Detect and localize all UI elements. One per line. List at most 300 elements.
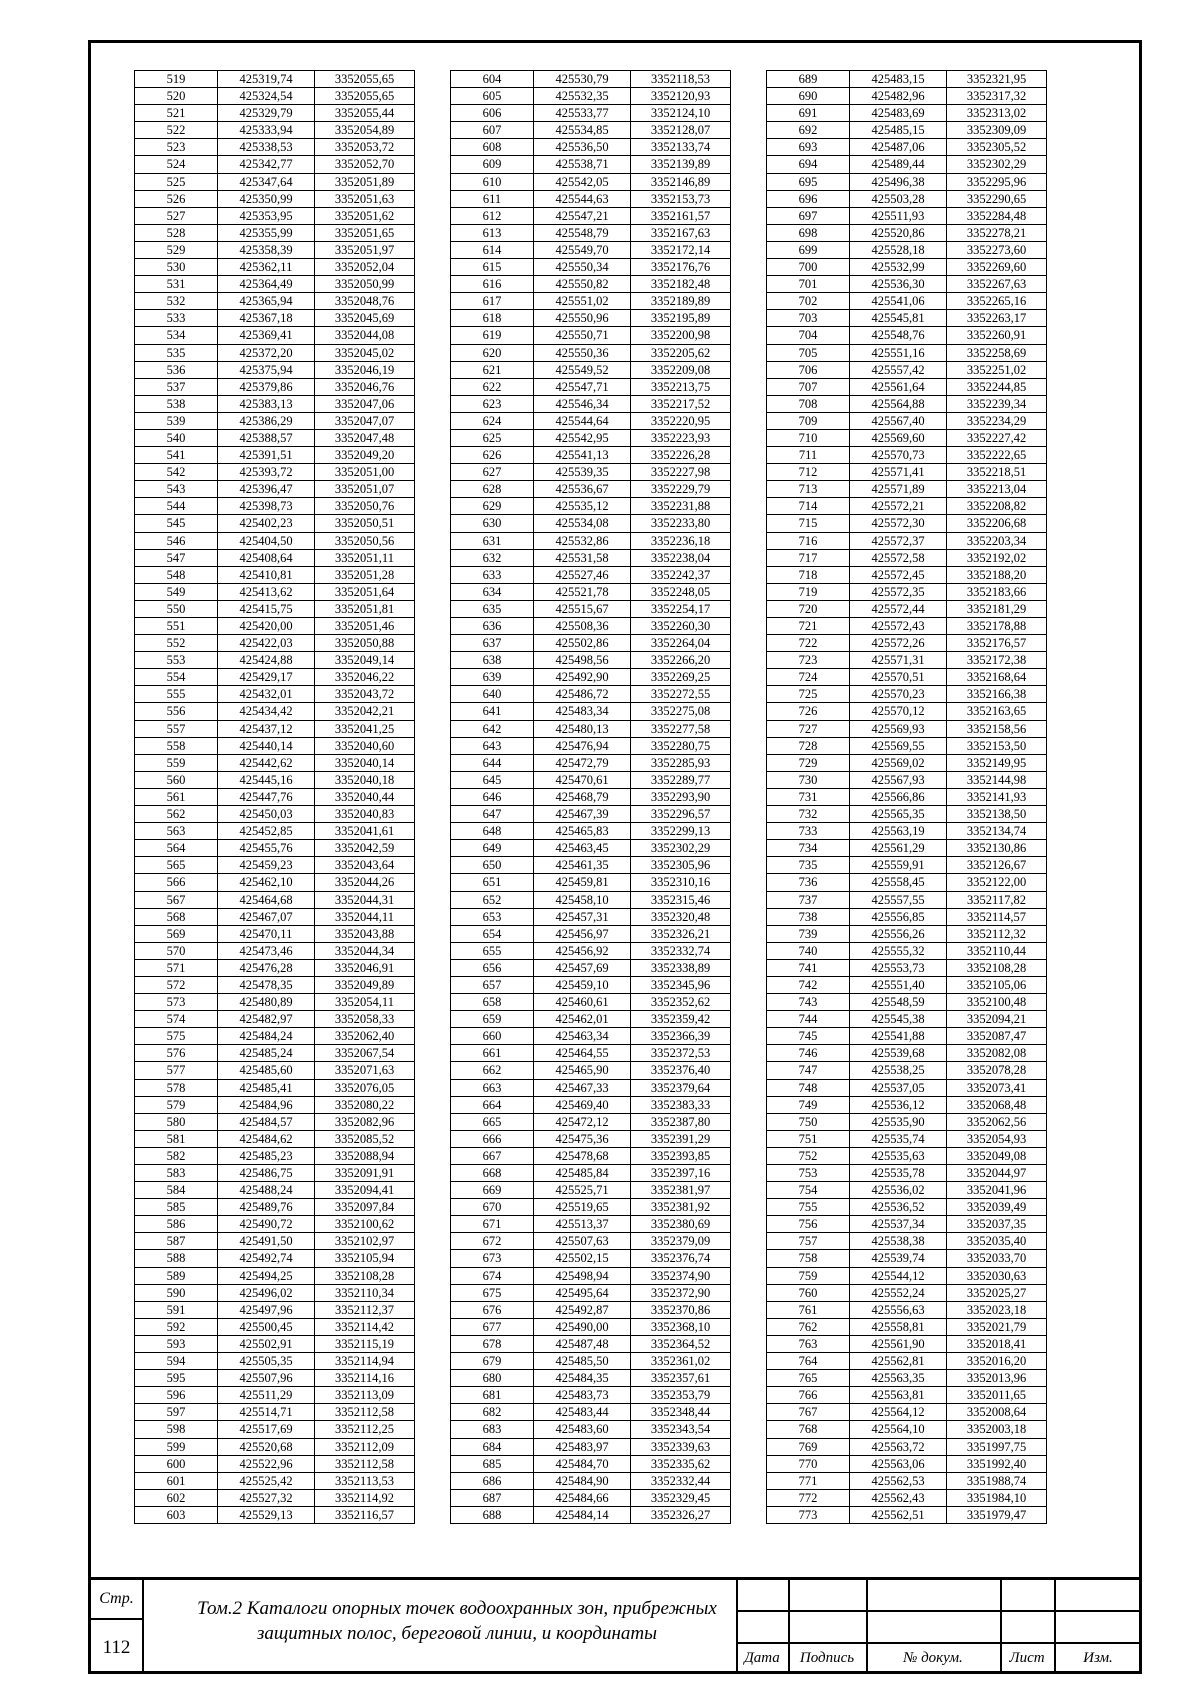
point-number: 566	[135, 874, 218, 891]
table-row	[135, 293, 415, 310]
table-row	[135, 566, 415, 583]
coord-x: 425484,24	[218, 1028, 315, 1045]
table-row	[767, 1011, 1047, 1028]
coord-x: 425464,68	[218, 891, 315, 908]
table-row	[135, 1250, 415, 1267]
coord-x: 425570,73	[850, 447, 947, 464]
coord-x: 425469,40	[534, 1096, 631, 1113]
coord-y: 3352046,91	[315, 959, 415, 976]
coord-y: 3352374,90	[631, 1267, 731, 1284]
table-row	[451, 1199, 731, 1216]
table-row	[135, 823, 415, 840]
coord-x: 425379,86	[218, 378, 315, 395]
point-number: 546	[135, 532, 218, 549]
point-number: 564	[135, 840, 218, 857]
coord-x: 425562,53	[850, 1472, 947, 1489]
coord-y: 3352040,18	[315, 771, 415, 788]
coord-y: 3352118,53	[631, 71, 731, 88]
table-row	[767, 207, 1047, 224]
coord-x: 425551,02	[534, 293, 631, 310]
coord-y: 3352080,22	[315, 1096, 415, 1113]
table-row	[451, 720, 731, 737]
coord-x: 425480,89	[218, 994, 315, 1011]
coord-x: 425569,55	[850, 737, 947, 754]
point-number: 773	[767, 1506, 850, 1523]
table-row	[767, 1335, 1047, 1352]
coord-y: 3352068,48	[947, 1096, 1047, 1113]
table-row	[135, 447, 415, 464]
coord-y: 3352248,05	[631, 583, 731, 600]
coord-x: 425492,90	[534, 669, 631, 686]
table-row	[135, 1506, 415, 1523]
point-number: 545	[135, 515, 218, 532]
coord-x: 425520,68	[218, 1438, 315, 1455]
coord-x: 425484,14	[534, 1506, 631, 1523]
coord-x: 425483,60	[534, 1421, 631, 1438]
point-number: 755	[767, 1199, 850, 1216]
point-number: 630	[451, 515, 534, 532]
coord-x: 425458,10	[534, 891, 631, 908]
coord-x: 425539,68	[850, 1045, 947, 1062]
coord-y: 3352335,62	[631, 1455, 731, 1472]
coord-y: 3352189,89	[631, 293, 731, 310]
coord-y: 3351984,10	[947, 1489, 1047, 1506]
coord-x: 425485,50	[534, 1353, 631, 1370]
coord-x: 425484,90	[534, 1472, 631, 1489]
coord-y: 3352112,58	[315, 1404, 415, 1421]
coord-y: 3352067,54	[315, 1045, 415, 1062]
table-row	[767, 395, 1047, 412]
point-number: 686	[451, 1472, 534, 1489]
table-row	[135, 1130, 415, 1147]
coord-y: 3352339,63	[631, 1438, 731, 1455]
coord-y: 3352188,20	[947, 566, 1047, 583]
coord-x: 425463,34	[534, 1028, 631, 1045]
coord-y: 3352047,06	[315, 395, 415, 412]
point-number: 689	[767, 71, 850, 88]
table-row	[135, 515, 415, 532]
table-row	[135, 1387, 415, 1404]
table-row	[767, 652, 1047, 669]
point-number: 668	[451, 1165, 534, 1182]
point-number: 770	[767, 1455, 850, 1472]
point-number: 622	[451, 378, 534, 395]
table-row	[767, 1045, 1047, 1062]
coord-x: 425566,86	[850, 788, 947, 805]
table-row	[767, 1182, 1047, 1199]
point-number: 628	[451, 481, 534, 498]
coord-x: 425542,95	[534, 429, 631, 446]
table-row	[451, 224, 731, 241]
coord-y: 3352076,05	[315, 1079, 415, 1096]
coord-x: 425489,76	[218, 1199, 315, 1216]
coord-y: 3352372,53	[631, 1045, 731, 1062]
point-number: 550	[135, 600, 218, 617]
table-row	[135, 959, 415, 976]
coord-x: 425559,91	[850, 857, 947, 874]
table-row	[135, 891, 415, 908]
point-number: 559	[135, 754, 218, 771]
point-number: 719	[767, 583, 850, 600]
point-number: 698	[767, 224, 850, 241]
coord-y: 3352114,16	[315, 1370, 415, 1387]
coord-y: 3352128,07	[631, 122, 731, 139]
coord-y: 3352062,56	[947, 1113, 1047, 1130]
point-number: 764	[767, 1353, 850, 1370]
table-row	[135, 139, 415, 156]
coord-x: 425420,00	[218, 618, 315, 635]
coord-y: 3352100,62	[315, 1216, 415, 1233]
coord-x: 425519,65	[534, 1199, 631, 1216]
point-number: 659	[451, 1011, 534, 1028]
table-row	[451, 652, 731, 669]
coord-x: 425544,64	[534, 412, 631, 429]
point-number: 649	[451, 840, 534, 857]
coord-x: 425369,41	[218, 327, 315, 344]
coord-x: 425459,81	[534, 874, 631, 891]
table-row	[767, 874, 1047, 891]
coord-x: 425570,12	[850, 703, 947, 720]
point-number: 757	[767, 1233, 850, 1250]
table-row	[135, 1421, 415, 1438]
coord-x: 425530,79	[534, 71, 631, 88]
coord-y: 3351979,47	[947, 1506, 1047, 1523]
coord-y: 3352050,76	[315, 498, 415, 515]
coord-x: 425457,31	[534, 908, 631, 925]
coord-y: 3352357,61	[631, 1370, 731, 1387]
coord-x: 425473,46	[218, 942, 315, 959]
coord-x: 425440,14	[218, 737, 315, 754]
table-row	[451, 190, 731, 207]
coord-x: 425556,63	[850, 1301, 947, 1318]
point-number: 646	[451, 788, 534, 805]
table-row	[451, 1045, 731, 1062]
point-number: 533	[135, 310, 218, 327]
coord-x: 425468,79	[534, 788, 631, 805]
coord-y: 3352008,64	[947, 1404, 1047, 1421]
table-row	[135, 1455, 415, 1472]
table-row	[135, 1318, 415, 1335]
table-row	[451, 71, 731, 88]
table-row	[135, 737, 415, 754]
coord-y: 3352045,69	[315, 310, 415, 327]
point-number: 612	[451, 207, 534, 224]
table-row	[451, 259, 731, 276]
table-row	[767, 464, 1047, 481]
coord-y: 3352049,14	[315, 652, 415, 669]
coord-y: 3352217,52	[631, 395, 731, 412]
coord-y: 3351992,40	[947, 1455, 1047, 1472]
coord-y: 3352113,09	[315, 1387, 415, 1404]
coord-y: 3352295,96	[947, 173, 1047, 190]
coord-x: 425548,76	[850, 327, 947, 344]
point-number: 643	[451, 737, 534, 754]
coord-x: 425520,86	[850, 224, 947, 241]
point-number: 639	[451, 669, 534, 686]
table-row	[767, 737, 1047, 754]
point-number: 637	[451, 635, 534, 652]
table-row	[135, 600, 415, 617]
point-number: 636	[451, 618, 534, 635]
table-row	[451, 327, 731, 344]
coord-x: 425556,85	[850, 908, 947, 925]
table-row	[135, 1113, 415, 1130]
point-number: 583	[135, 1165, 218, 1182]
coord-y: 3352141,93	[947, 788, 1047, 805]
coord-y: 3352361,02	[631, 1353, 731, 1370]
table-row	[767, 1113, 1047, 1130]
point-number: 697	[767, 207, 850, 224]
coord-x: 425551,16	[850, 344, 947, 361]
coord-y: 3352239,34	[947, 395, 1047, 412]
coord-y: 3352091,91	[315, 1165, 415, 1182]
coord-x: 425467,39	[534, 806, 631, 823]
coord-x: 425483,15	[850, 71, 947, 88]
coord-y: 3352050,56	[315, 532, 415, 549]
table-row	[451, 1113, 731, 1130]
coord-x: 425484,96	[218, 1096, 315, 1113]
coord-y: 3352040,60	[315, 737, 415, 754]
point-number: 596	[135, 1387, 218, 1404]
coord-y: 3352055,44	[315, 105, 415, 122]
coord-x: 425485,60	[218, 1062, 315, 1079]
coord-y: 3352296,57	[631, 806, 731, 823]
table-row	[135, 583, 415, 600]
point-number: 736	[767, 874, 850, 891]
coord-y: 3352273,60	[947, 241, 1047, 258]
point-number: 602	[135, 1489, 218, 1506]
coord-y: 3352146,89	[631, 173, 731, 190]
point-number: 754	[767, 1182, 850, 1199]
table-row	[767, 310, 1047, 327]
coord-x: 425572,44	[850, 600, 947, 617]
coord-x: 425536,67	[534, 481, 631, 498]
point-number: 568	[135, 908, 218, 925]
title-line-1: Том.2 Каталоги опорных точек водоохранных зон, прибрежных	[197, 1598, 717, 1619]
point-number: 539	[135, 412, 218, 429]
point-number: 725	[767, 686, 850, 703]
table-row	[135, 857, 415, 874]
point-number: 589	[135, 1267, 218, 1284]
point-number: 672	[451, 1233, 534, 1250]
point-number: 708	[767, 395, 850, 412]
point-number: 610	[451, 173, 534, 190]
coord-x: 425535,90	[850, 1113, 947, 1130]
point-number: 663	[451, 1079, 534, 1096]
table-row	[451, 515, 731, 532]
point-number: 548	[135, 566, 218, 583]
coord-y: 3352047,48	[315, 429, 415, 446]
point-number: 740	[767, 942, 850, 959]
coord-y: 3352108,28	[947, 959, 1047, 976]
table-row	[135, 1079, 415, 1096]
coord-y: 3352133,74	[631, 139, 731, 156]
coord-y: 3352176,57	[947, 635, 1047, 652]
coord-x: 425489,44	[850, 156, 947, 173]
table-row	[451, 1267, 731, 1284]
point-number: 599	[135, 1438, 218, 1455]
coord-x: 425388,57	[218, 429, 315, 446]
coord-x: 425538,71	[534, 156, 631, 173]
point-number: 759	[767, 1267, 850, 1284]
coord-y: 3352158,56	[947, 720, 1047, 737]
coord-y: 3352278,21	[947, 224, 1047, 241]
coord-y: 3352195,89	[631, 310, 731, 327]
point-number: 741	[767, 959, 850, 976]
coord-x: 425333,94	[218, 122, 315, 139]
coord-y: 3352042,21	[315, 703, 415, 720]
point-number: 563	[135, 823, 218, 840]
coord-y: 3352126,67	[947, 857, 1047, 874]
table-row	[451, 703, 731, 720]
coord-y: 3352003,18	[947, 1421, 1047, 1438]
coord-y: 3352315,46	[631, 891, 731, 908]
coord-y: 3352200,98	[631, 327, 731, 344]
coord-x: 425561,90	[850, 1335, 947, 1352]
table-row	[767, 1421, 1047, 1438]
coord-y: 3352035,40	[947, 1233, 1047, 1250]
point-number: 724	[767, 669, 850, 686]
coord-y: 3352078,28	[947, 1062, 1047, 1079]
coord-y: 3352309,09	[947, 122, 1047, 139]
coord-x: 425434,42	[218, 703, 315, 720]
coord-y: 3352042,59	[315, 840, 415, 857]
coord-x: 425563,81	[850, 1387, 947, 1404]
table-row	[135, 874, 415, 891]
table-row	[451, 976, 731, 993]
coord-x: 425570,51	[850, 669, 947, 686]
coord-x: 425547,71	[534, 378, 631, 395]
table-row	[135, 1284, 415, 1301]
point-number: 694	[767, 156, 850, 173]
table-row	[767, 686, 1047, 703]
coord-x: 425572,30	[850, 515, 947, 532]
coord-y: 3352258,69	[947, 344, 1047, 361]
coord-x: 425470,11	[218, 925, 315, 942]
point-number: 613	[451, 224, 534, 241]
table-row	[767, 429, 1047, 446]
coord-y: 3352343,54	[631, 1421, 731, 1438]
point-number: 762	[767, 1318, 850, 1335]
table-row	[767, 361, 1047, 378]
point-number: 715	[767, 515, 850, 532]
coord-x: 425484,62	[218, 1130, 315, 1147]
point-number: 573	[135, 994, 218, 1011]
coord-y: 3352383,33	[631, 1096, 731, 1113]
coord-x: 425538,25	[850, 1062, 947, 1079]
point-number: 707	[767, 378, 850, 395]
coord-y: 3352264,04	[631, 635, 731, 652]
coord-y: 3352183,66	[947, 583, 1047, 600]
point-number: 737	[767, 891, 850, 908]
coord-y: 3352178,88	[947, 618, 1047, 635]
point-number: 709	[767, 412, 850, 429]
table-row	[451, 1216, 731, 1233]
point-number: 771	[767, 1472, 850, 1489]
table-row	[767, 1028, 1047, 1045]
table-row	[451, 908, 731, 925]
table-row	[767, 806, 1047, 823]
table-row	[451, 1147, 731, 1164]
table-row	[767, 635, 1047, 652]
coord-y: 3352260,30	[631, 618, 731, 635]
point-number: 772	[767, 1489, 850, 1506]
coord-x: 425485,84	[534, 1165, 631, 1182]
point-number: 562	[135, 806, 218, 823]
table-row	[451, 959, 731, 976]
coord-y: 3352043,64	[315, 857, 415, 874]
coord-x: 425527,32	[218, 1489, 315, 1506]
table-row	[451, 600, 731, 617]
table-row	[767, 1284, 1047, 1301]
table-row	[451, 994, 731, 1011]
table-row	[135, 1301, 415, 1318]
table-row	[135, 720, 415, 737]
point-number: 595	[135, 1370, 218, 1387]
point-number: 678	[451, 1335, 534, 1352]
point-number: 703	[767, 310, 850, 327]
coord-x: 425528,18	[850, 241, 947, 258]
point-number: 676	[451, 1301, 534, 1318]
point-number: 623	[451, 395, 534, 412]
table-row	[451, 754, 731, 771]
coord-x: 425536,30	[850, 276, 947, 293]
coord-x: 425447,76	[218, 788, 315, 805]
table-row	[135, 1353, 415, 1370]
table-row	[767, 378, 1047, 395]
coord-x: 425541,88	[850, 1028, 947, 1045]
coord-y: 3352222,65	[947, 447, 1047, 464]
coord-x: 425502,15	[534, 1250, 631, 1267]
coord-x: 425324,54	[218, 88, 315, 105]
point-number: 582	[135, 1147, 218, 1164]
point-number: 641	[451, 703, 534, 720]
point-number: 705	[767, 344, 850, 361]
coord-x: 425482,96	[850, 88, 947, 105]
coord-x: 425550,71	[534, 327, 631, 344]
coord-y: 3352320,48	[631, 908, 731, 925]
coord-x: 425497,96	[218, 1301, 315, 1318]
coord-x: 425490,00	[534, 1318, 631, 1335]
coord-y: 3352176,76	[631, 259, 731, 276]
coord-x: 425470,61	[534, 771, 631, 788]
table-row	[451, 173, 731, 190]
coord-y: 3352112,58	[315, 1455, 415, 1472]
coord-y: 3352370,86	[631, 1301, 731, 1318]
point-number: 716	[767, 532, 850, 549]
coord-y: 3352033,70	[947, 1250, 1047, 1267]
point-number: 541	[135, 447, 218, 464]
coord-x: 425556,26	[850, 925, 947, 942]
coord-x: 425353,95	[218, 207, 315, 224]
table-row	[767, 1165, 1047, 1182]
coord-y: 3352359,42	[631, 1011, 731, 1028]
table-row	[135, 259, 415, 276]
point-number: 586	[135, 1216, 218, 1233]
table-row	[135, 549, 415, 566]
table-row	[135, 190, 415, 207]
point-number: 594	[135, 1353, 218, 1370]
coord-y: 3352040,14	[315, 754, 415, 771]
point-number: 632	[451, 549, 534, 566]
coord-y: 3352050,88	[315, 635, 415, 652]
table-row	[767, 942, 1047, 959]
point-number: 593	[135, 1335, 218, 1352]
point-number: 763	[767, 1335, 850, 1352]
point-number: 731	[767, 788, 850, 805]
point-number: 730	[767, 771, 850, 788]
coord-x: 425487,06	[850, 139, 947, 156]
